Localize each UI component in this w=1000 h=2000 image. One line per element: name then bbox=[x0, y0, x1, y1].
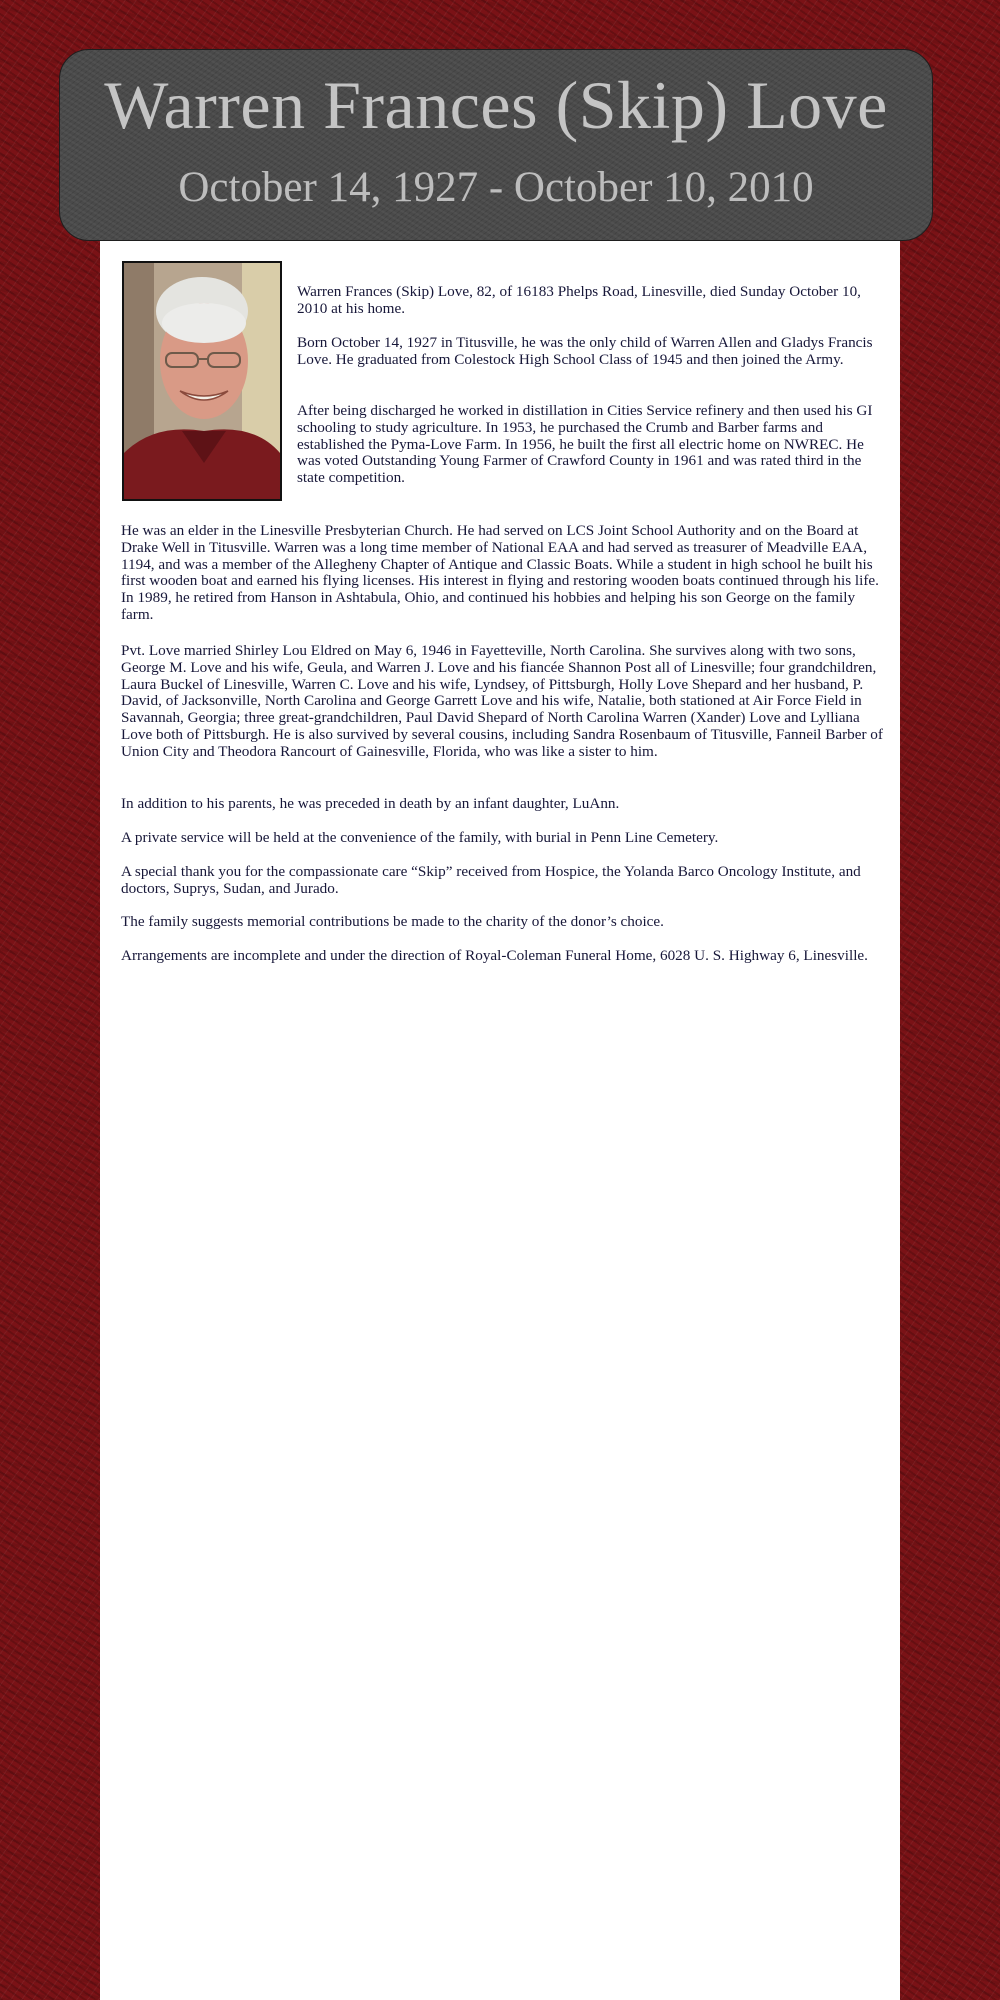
obituary-paragraph-1: Warren Frances (Skip) Love, 82, of 16183 Phelps Road, Linesville, died Sunday October 10, 2010 at his home. bbox=[297, 283, 861, 317]
obituary-paragraph-6: In addition to his parents, he was preceded in death by an infant daughter, LuAnn. bbox=[121, 795, 620, 812]
obituary-paragraph-2: Born October 14, 1927 in Titusville, he was the only child of Warren Allen and Gladys Francis Love. He graduated from Colestock High School Class of 1945 and then joined the Army. bbox=[297, 334, 873, 368]
obituary-paragraph-9: The family suggests memorial contributions be made to the charity of the donor’s choice. bbox=[121, 913, 664, 930]
portrait-photo bbox=[122, 261, 282, 501]
obituary-paragraph-3: After being discharged he worked in distillation in Cities Service refinery and then used his GI schooling to study agriculture. In 1953, he purchased the Crumb and Barber farms and established the Pyma-Love Farm. In 1956, he built the first all electric home on NWREC. He was voted Outstanding Young Farmer of Crawford County in 1961 and was rated third in the state competition. bbox=[297, 402, 873, 487]
obituary-paragraph-10: Arrangements are incomplete and under the direction of Royal-Coleman Funeral Home, 6028 U. S. Highway 6, Linesville. bbox=[121, 947, 868, 964]
page-title: Warren Frances (Skip) Love bbox=[104, 67, 888, 143]
header-banner bbox=[59, 49, 933, 241]
obituary-paragraph-8: A special thank you for the compassionate care “Skip” received from Hospice, the Yolanda Barco Oncology Institute, and doctors, Suprys, Sudan, and Jurado. bbox=[121, 863, 861, 897]
obituary-paragraph-4: He was an elder in the Linesville Presbyterian Church. He had served on LCS Joint School Authority and on the Board at Drake Well in Titusville. Warren was a long time member of National EAA and had served as treasurer of Meadville EAA, 1194, and was a member of the Allegheny Chapter of Antique and Classic Boats. While a student in high school he built his first wooden boat and earned his flying licenses. His interest in flying and restoring wooden boats continued through his life. In 1989, he retired from Hanson in Ashtabula, Ohio, and continued his hobbies and helping his son George on the family farm. bbox=[121, 522, 879, 623]
obituary-paragraph-5: Pvt. Love married Shirley Lou Eldred on May 6, 1946 in Fayetteville, North Carolina. She survives along with two sons, George M. Love and his wife, Geula, and Warren J. Love and his fiancée Shannon Post all of Linesville; four grandchildren, Laura Buckel of Linesville, Warren C. Love and his wife, Lyndsey, of Pittsburgh, Holly Love Shepard and her husband, P. David, of Jacksonville, North Carolina and George Garrett Love and his wife, Natalie, both stationed at Air Force Field in Savannah, Georgia; three great-grandchildren, Paul David Shepard of North Carolina Warren (Xander) Love and Lylliana Love both of Pittsburgh. He is also survived by several cousins, including Sandra Rosenbaum of Titusville, Fanneil Barber of Union City and Theodora Rancourt of Gainesville, Florida, who was like a sister to him. bbox=[121, 642, 883, 760]
obituary-paragraph-7: A private service will be held at the convenience of the family, with burial in Penn Line Cemetery. bbox=[121, 829, 719, 846]
life-dates: October 14, 1927 - October 10, 2010 bbox=[178, 164, 814, 211]
